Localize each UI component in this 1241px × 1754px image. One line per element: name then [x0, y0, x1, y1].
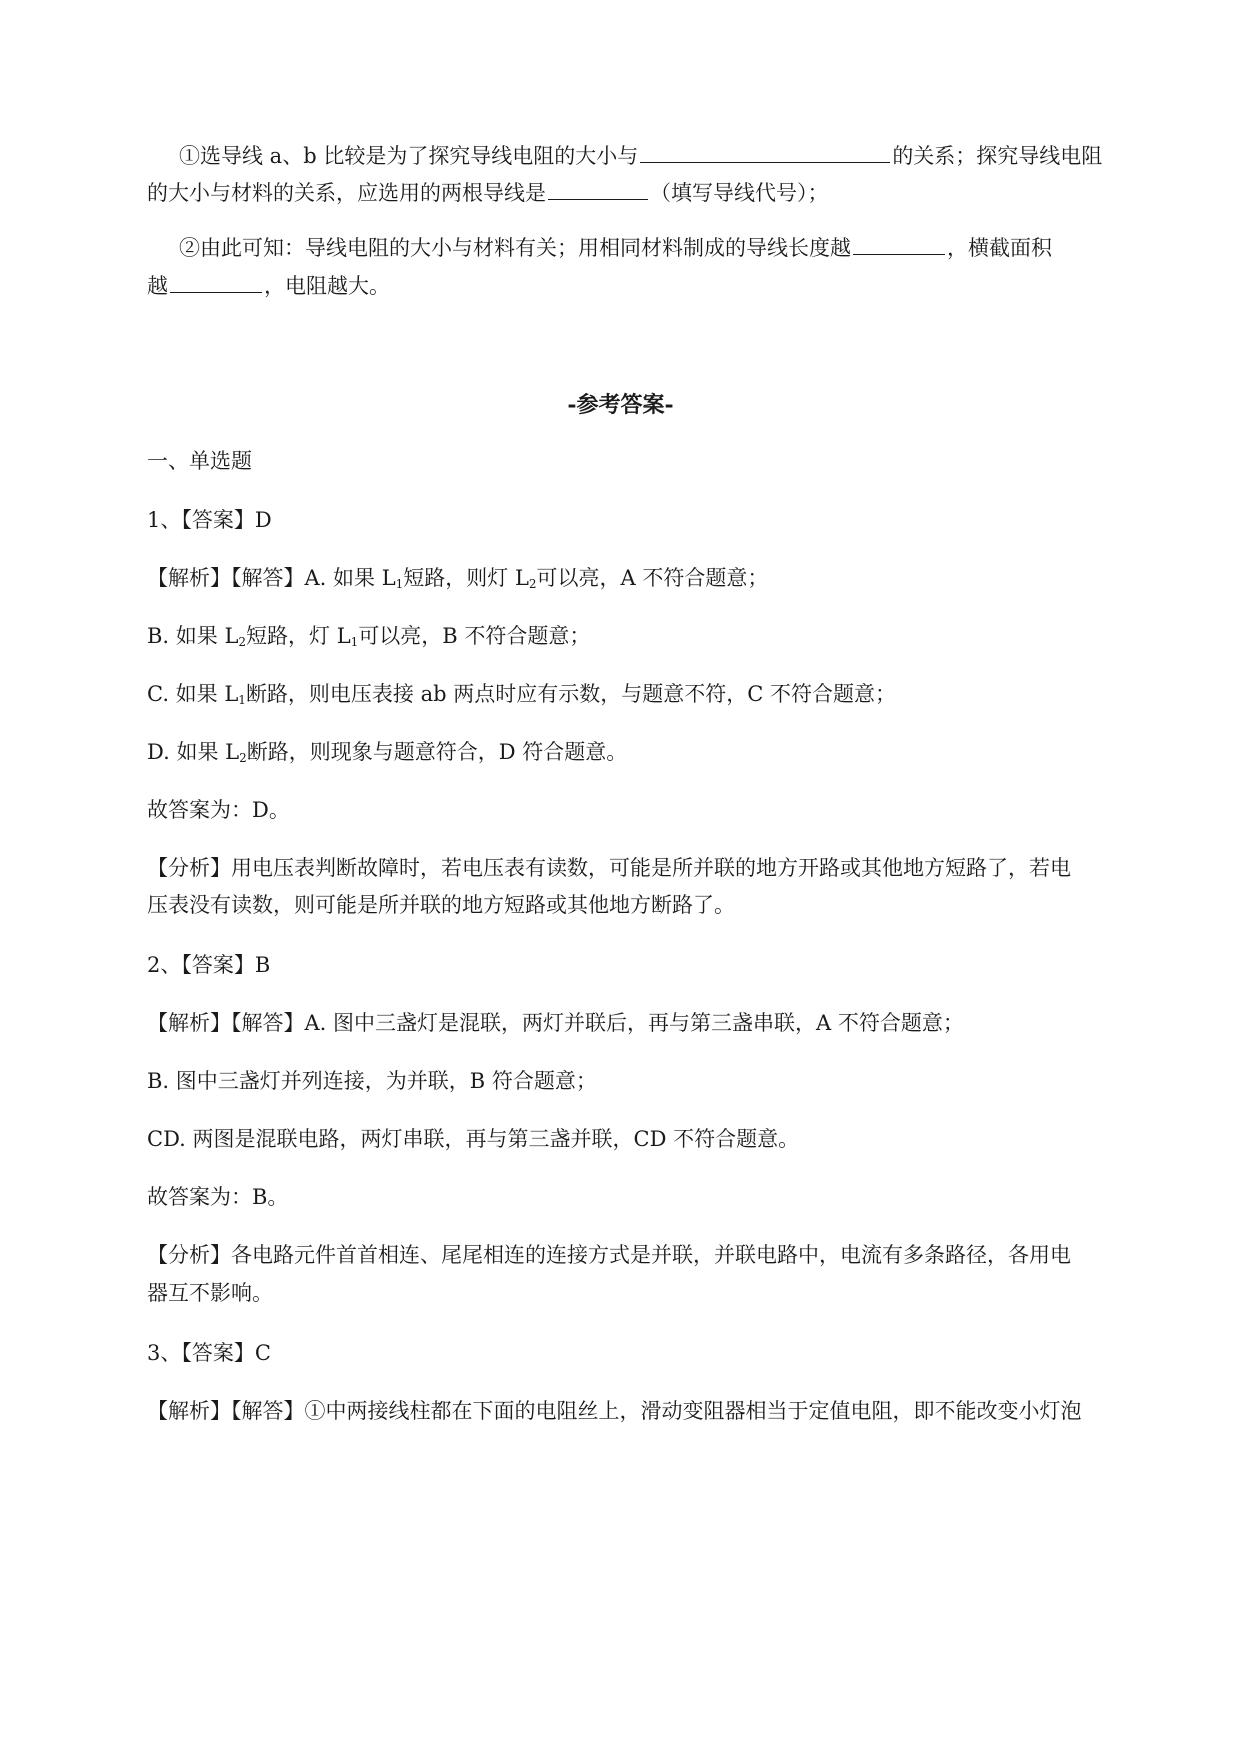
- subscript: 2: [238, 635, 247, 649]
- text: 断路，则现象与题意符合，D 符合题意。: [246, 740, 628, 764]
- problem-text: ，电阻越大。: [264, 274, 390, 298]
- q1-option-d: [147, 737, 1157, 767]
- problem-text: ，横截面积: [947, 236, 1052, 260]
- text: 可以亮，A 不符合题意；: [536, 566, 769, 590]
- q1-conclusion: 故答案为：D。: [147, 798, 290, 822]
- q2-analysis-line-1: 【分析】各电路元件首首相连、尾尾相连的连接方式是并联，并联电路中，电流有多条路径，各用电: [147, 1243, 1071, 1267]
- q1-analysis-line-1: 【分析】用电压表判断故障时，若电压表有读数，可能是所并联的地方开路或其他地方短路了，若电: [147, 856, 1071, 880]
- q2-answer-header: 2、【答案】B: [147, 953, 271, 977]
- subscript: 2: [239, 751, 247, 765]
- text: C. 如果 L: [147, 682, 239, 706]
- problem-line-2: [147, 177, 1157, 208]
- problem-text: （填写导线代号）；: [650, 181, 829, 205]
- text: 短路，则灯 L: [403, 566, 529, 590]
- subscript: 1: [395, 577, 404, 591]
- q1-option-c: [147, 679, 1157, 709]
- q1-analysis-line-2: 压表没有读数，则可能是所并联的地方短路或其他地方断路了。: [147, 893, 735, 917]
- subscript: 1: [350, 635, 359, 649]
- answer-blank-1[interactable]: [640, 140, 890, 163]
- q3-answer-header: 3、【答案】C: [147, 1341, 271, 1365]
- text: 断路，则电压表接 ab 两点时应有示数，与题意不符，C 不符合题意；: [245, 682, 896, 706]
- answer-blank-3[interactable]: [853, 232, 945, 255]
- subscript: 2: [528, 577, 537, 591]
- q2-conclusion: 故答案为：B。: [147, 1185, 289, 1209]
- text: 可以亮，B 不符合题意；: [358, 624, 591, 648]
- text: B. 如果 L: [147, 624, 239, 648]
- q2-analysis-line-2: 器互不影响。: [147, 1281, 273, 1305]
- subscript: 1: [238, 693, 246, 707]
- answer-key-title: -参考答案-: [567, 392, 674, 418]
- q1-option-b: [147, 621, 1157, 651]
- q2-option-b: B. 图中三盏灯并列连接，为并联，B 符合题意；: [147, 1069, 597, 1093]
- text: 短路，灯 L: [246, 624, 351, 648]
- problem-line-4: [147, 270, 1157, 301]
- problem-text: 越: [147, 274, 168, 298]
- q1-answer-header: 1、【答案】D: [147, 508, 272, 532]
- section-heading: 一、单选题: [147, 449, 252, 473]
- problem-text: 的大小与材料的关系，应选用的两根导线是: [147, 181, 546, 205]
- q2-option-a: 【解析】【解答】A. 图中三盏灯是混联，两灯并联后，再与第三盏串联，A 不符合题意；: [147, 1011, 964, 1035]
- problem-text: ①选导线 a、b 比较是为了探究导线电阻的大小与: [179, 144, 639, 168]
- problem-line-3: [179, 232, 1189, 263]
- q2-option-cd: CD. 两图是混联电路，两灯串联，再与第三盏并联，CD 不符合题意。: [147, 1127, 800, 1151]
- text: 【解析】【解答】A. 如果 L: [147, 566, 396, 590]
- problem-text: 的关系；探究导线电阻: [892, 144, 1103, 168]
- answer-blank-4[interactable]: [170, 270, 262, 293]
- problem-line-1: [179, 140, 1189, 171]
- q3-option-a: 【解析】【解答】①中两接线柱都在下面的电阻丝上，滑动变阻器相当于定值电阻，即不能改变小灯泡: [147, 1399, 1082, 1423]
- problem-text: ②由此可知：导线电阻的大小与材料有关；用相同材料制成的导线长度越: [179, 236, 851, 260]
- text: D. 如果 L: [147, 740, 240, 764]
- q1-option-a: [147, 563, 1157, 593]
- answer-blank-2[interactable]: [548, 177, 648, 200]
